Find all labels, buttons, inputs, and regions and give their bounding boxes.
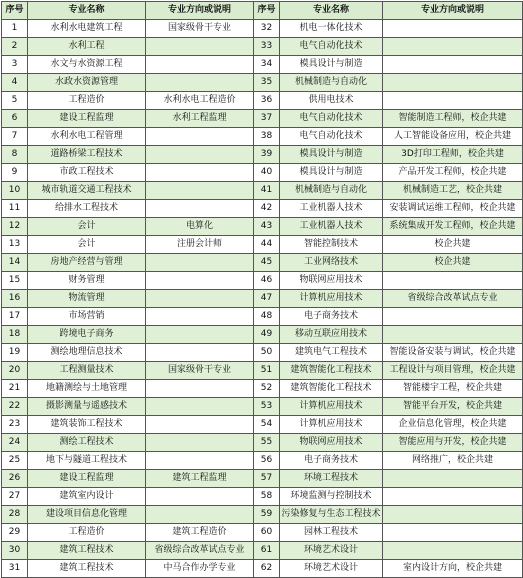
cell-index-left: 25 <box>2 452 28 470</box>
cell-note-right <box>383 272 523 290</box>
cell-note-right: 智能应用与开发，校企共建 <box>383 434 523 452</box>
cell-note-right: 校企共建 <box>383 236 523 254</box>
cell-major-left: 水利水电工程管理 <box>28 128 146 146</box>
cell-index-right: 61 <box>254 542 280 560</box>
cell-index-left: 13 <box>2 236 28 254</box>
cell-major-left: 水利水电建筑工程 <box>28 20 146 38</box>
cell-major-right: 模具设计与制造 <box>280 146 383 164</box>
cell-index-right: 32 <box>254 20 280 38</box>
cell-major-left: 跨境电子商务 <box>28 326 146 344</box>
header-note-left: 专业方向或说明 <box>146 2 254 20</box>
cell-note-right: 智能楼宇工程，校企共建 <box>383 380 523 398</box>
cell-index-right: 56 <box>254 452 280 470</box>
cell-major-right: 机械制造与自动化 <box>280 74 383 92</box>
table-row <box>2 344 523 362</box>
cell-major-left: 建筑室内设计 <box>28 488 146 506</box>
cell-major-right: 电气自动化技术 <box>280 110 383 128</box>
table-row <box>2 20 523 38</box>
cell-note-right <box>383 38 523 56</box>
cell-major-left: 地籍测绘与土地管理 <box>28 380 146 398</box>
cell-note-left <box>146 398 254 416</box>
cell-major-left: 房地产经营与管理 <box>28 254 146 272</box>
cell-major-left: 建筑工程技术 <box>28 542 146 560</box>
header-major-left: 专业名称 <box>28 2 146 20</box>
table-body <box>2 20 523 578</box>
cell-note-right <box>383 56 523 74</box>
cell-index-right: 46 <box>254 272 280 290</box>
cell-major-right: 供用电技术 <box>280 92 383 110</box>
cell-index-right: 50 <box>254 344 280 362</box>
cell-major-right: 工业机器人技术 <box>280 218 383 236</box>
cell-major-left: 建设工程监理 <box>28 470 146 488</box>
cell-index-left: 4 <box>2 74 28 92</box>
cell-index-right: 43 <box>254 218 280 236</box>
cell-major-left: 工程造价 <box>28 92 146 110</box>
cell-note-right: 校企共建 <box>383 254 523 272</box>
cell-major-left: 水政水资源管理 <box>28 74 146 92</box>
table-row <box>2 164 523 182</box>
cell-major-left: 建设工程监理 <box>28 110 146 128</box>
cell-note-right <box>383 506 523 524</box>
cell-index-right: 55 <box>254 434 280 452</box>
cell-note-right: 工程设计与项目管理，校企共建 <box>383 362 523 380</box>
cell-note-left: 国家级骨干专业 <box>146 20 254 38</box>
cell-note-left <box>146 182 254 200</box>
table-row <box>2 92 523 110</box>
cell-index-left: 8 <box>2 146 28 164</box>
table-row <box>2 524 523 542</box>
cell-major-left: 给排水工程技术 <box>28 200 146 218</box>
table-row <box>2 488 523 506</box>
cell-major-left: 会计 <box>28 218 146 236</box>
cell-note-left <box>146 326 254 344</box>
cell-index-left: 14 <box>2 254 28 272</box>
cell-major-left: 会计 <box>28 236 146 254</box>
table-row <box>2 128 523 146</box>
cell-note-left <box>146 380 254 398</box>
cell-index-left: 1 <box>2 20 28 38</box>
cell-note-left <box>146 416 254 434</box>
cell-note-left: 省级综合改革试点专业 <box>146 542 254 560</box>
cell-note-right: 产品开发工程师，校企共建 <box>383 164 523 182</box>
cell-major-right: 计算机应用技术 <box>280 290 383 308</box>
cell-major-left: 工程测量技术 <box>28 362 146 380</box>
cell-major-left: 工程造价 <box>28 524 146 542</box>
cell-major-right: 园林工程技术 <box>280 524 383 542</box>
cell-index-left: 15 <box>2 272 28 290</box>
cell-major-left: 建筑工程技术 <box>28 560 146 578</box>
cell-index-left: 26 <box>2 470 28 488</box>
cell-note-left <box>146 272 254 290</box>
cell-major-left: 市场营销 <box>28 308 146 326</box>
cell-note-left: 电算化 <box>146 218 254 236</box>
table-row <box>2 290 523 308</box>
cell-major-left: 测绘地理信息技术 <box>28 344 146 362</box>
cell-note-left <box>146 452 254 470</box>
cell-major-left: 地下与隧道工程技术 <box>28 452 146 470</box>
cell-note-right: 网络推广，校企共建 <box>383 452 523 470</box>
cell-major-right: 环境监测与控制技术 <box>280 488 383 506</box>
major-list-table <box>1 1 523 578</box>
table-row <box>2 110 523 128</box>
cell-index-right: 39 <box>254 146 280 164</box>
table-row <box>2 200 523 218</box>
table-row <box>2 452 523 470</box>
table-row <box>2 380 523 398</box>
table-row <box>2 308 523 326</box>
table-row <box>2 254 523 272</box>
cell-major-right: 模具设计与制造 <box>280 164 383 182</box>
cell-note-left <box>146 290 254 308</box>
cell-major-left: 建设项目信息化管理 <box>28 506 146 524</box>
cell-index-left: 2 <box>2 38 28 56</box>
cell-major-right: 环境艺术设计 <box>280 542 383 560</box>
cell-index-right: 48 <box>254 308 280 326</box>
cell-note-right <box>383 92 523 110</box>
table-row <box>2 146 523 164</box>
cell-index-right: 57 <box>254 470 280 488</box>
cell-note-right <box>383 308 523 326</box>
cell-major-right: 计算机应用技术 <box>280 416 383 434</box>
cell-note-right <box>383 74 523 92</box>
cell-index-left: 16 <box>2 290 28 308</box>
cell-index-right: 58 <box>254 488 280 506</box>
cell-note-right: 机械制造工艺，校企共建 <box>383 182 523 200</box>
cell-index-left: 22 <box>2 398 28 416</box>
cell-major-right: 环境艺术设计 <box>280 560 383 578</box>
cell-major-right: 移动互联应用技术 <box>280 326 383 344</box>
table-row <box>2 74 523 92</box>
cell-index-left: 6 <box>2 110 28 128</box>
cell-major-right: 电子商务技术 <box>280 452 383 470</box>
cell-index-right: 53 <box>254 398 280 416</box>
cell-index-left: 20 <box>2 362 28 380</box>
cell-note-left <box>146 38 254 56</box>
cell-note-right: 省级综合改革试点专业 <box>383 290 523 308</box>
cell-note-left <box>146 308 254 326</box>
cell-major-left: 财务管理 <box>28 272 146 290</box>
cell-index-left: 28 <box>2 506 28 524</box>
cell-note-right: 人工智能设备应用，校企共建 <box>383 128 523 146</box>
cell-major-right: 环境工程技术 <box>280 470 383 488</box>
cell-note-left: 国家级骨干专业 <box>146 362 254 380</box>
cell-index-left: 12 <box>2 218 28 236</box>
cell-major-left: 物流管理 <box>28 290 146 308</box>
table-row <box>2 434 523 452</box>
cell-index-left: 10 <box>2 182 28 200</box>
table-row <box>2 506 523 524</box>
cell-note-left <box>146 74 254 92</box>
cell-note-left <box>146 56 254 74</box>
cell-major-left: 市政工程技术 <box>28 164 146 182</box>
cell-note-right: 企业信息化管理，校企共建 <box>383 416 523 434</box>
cell-major-right: 工业机器人技术 <box>280 200 383 218</box>
cell-note-right <box>383 20 523 38</box>
header-index-left: 序号 <box>2 2 28 20</box>
table-row <box>2 56 523 74</box>
header-note-right: 专业方向或说明 <box>383 2 523 20</box>
table-row <box>2 218 523 236</box>
cell-index-right: 54 <box>254 416 280 434</box>
table-row <box>2 38 523 56</box>
cell-index-right: 49 <box>254 326 280 344</box>
cell-note-left: 水利工程监理 <box>146 110 254 128</box>
cell-note-right: 安装调试运维工程师，校企共建 <box>383 200 523 218</box>
cell-index-right: 44 <box>254 236 280 254</box>
cell-index-right: 59 <box>254 506 280 524</box>
table-row <box>2 560 523 578</box>
cell-major-right: 污染修复与生态工程技术 <box>280 506 383 524</box>
cell-index-right: 38 <box>254 128 280 146</box>
cell-major-right: 智能控制技术 <box>280 236 383 254</box>
cell-index-right: 41 <box>254 182 280 200</box>
cell-index-right: 60 <box>254 524 280 542</box>
cell-index-left: 3 <box>2 56 28 74</box>
header-major-right: 专业名称 <box>280 2 383 20</box>
cell-major-left: 建筑装饰工程技术 <box>28 416 146 434</box>
cell-index-right: 35 <box>254 74 280 92</box>
cell-index-right: 62 <box>254 560 280 578</box>
cell-note-left <box>146 164 254 182</box>
cell-index-left: 27 <box>2 488 28 506</box>
cell-note-right: 3D打印工程师，校企共建 <box>383 146 523 164</box>
table-row <box>2 470 523 488</box>
cell-note-left <box>146 434 254 452</box>
cell-major-right: 建筑电气工程技术 <box>280 344 383 362</box>
cell-major-left: 摄影测量与遥感技术 <box>28 398 146 416</box>
table-row <box>2 182 523 200</box>
cell-major-right: 机电一体化技术 <box>280 20 383 38</box>
table-row <box>2 416 523 434</box>
cell-major-right: 电气自动化技术 <box>280 128 383 146</box>
cell-index-left: 21 <box>2 380 28 398</box>
cell-major-right: 物联网应用技术 <box>280 272 383 290</box>
header-row <box>2 2 523 20</box>
cell-note-left <box>146 146 254 164</box>
cell-index-right: 42 <box>254 200 280 218</box>
cell-note-left <box>146 200 254 218</box>
cell-major-right: 计算机应用技术 <box>280 398 383 416</box>
cell-index-left: 11 <box>2 200 28 218</box>
cell-note-left <box>146 506 254 524</box>
cell-index-right: 40 <box>254 164 280 182</box>
table-header <box>2 2 523 20</box>
cell-note-left <box>146 344 254 362</box>
cell-index-left: 24 <box>2 434 28 452</box>
cell-major-left: 道路桥梁工程技术 <box>28 146 146 164</box>
cell-index-left: 19 <box>2 344 28 362</box>
cell-major-right: 模具设计与制造 <box>280 56 383 74</box>
cell-index-right: 47 <box>254 290 280 308</box>
cell-major-left: 水利工程 <box>28 38 146 56</box>
cell-index-left: 18 <box>2 326 28 344</box>
cell-major-right: 电子商务技术 <box>280 308 383 326</box>
cell-major-left: 水文与水资源工程 <box>28 56 146 74</box>
cell-index-right: 34 <box>254 56 280 74</box>
cell-note-right <box>383 542 523 560</box>
cell-note-left <box>146 254 254 272</box>
cell-major-right: 机械制造与自动化 <box>280 182 383 200</box>
cell-index-left: 9 <box>2 164 28 182</box>
cell-major-right: 建筑智能化工程技术 <box>280 380 383 398</box>
cell-note-right: 智能设备安装与调试，校企共建 <box>383 344 523 362</box>
cell-note-left: 中马合作办学专业 <box>146 560 254 578</box>
cell-index-left: 17 <box>2 308 28 326</box>
cell-note-left <box>146 128 254 146</box>
cell-major-right: 电气自动化技术 <box>280 38 383 56</box>
cell-index-right: 45 <box>254 254 280 272</box>
cell-index-right: 51 <box>254 362 280 380</box>
cell-major-right: 工业网络技术 <box>280 254 383 272</box>
table-row <box>2 398 523 416</box>
cell-note-left: 建筑工程造价 <box>146 524 254 542</box>
cell-index-left: 5 <box>2 92 28 110</box>
table-row <box>2 542 523 560</box>
cell-note-right <box>383 326 523 344</box>
cell-major-left: 测绘工程技术 <box>28 434 146 452</box>
cell-note-left <box>146 488 254 506</box>
cell-note-right <box>383 524 523 542</box>
cell-index-left: 31 <box>2 560 28 578</box>
cell-note-right <box>383 488 523 506</box>
table-row <box>2 326 523 344</box>
cell-index-right: 37 <box>254 110 280 128</box>
cell-major-left: 城市轨道交通工程技术 <box>28 182 146 200</box>
header-index-right: 序号 <box>254 2 280 20</box>
table-row <box>2 362 523 380</box>
cell-index-left: 23 <box>2 416 28 434</box>
major-list-table-container <box>1 1 522 578</box>
table-row <box>2 236 523 254</box>
cell-note-right: 系统集成开发工程师，校企共建 <box>383 218 523 236</box>
cell-note-right: 智能制造工程师，校企共建 <box>383 110 523 128</box>
cell-index-left: 29 <box>2 524 28 542</box>
cell-index-right: 52 <box>254 380 280 398</box>
cell-note-left: 水利水电工程造价 <box>146 92 254 110</box>
cell-note-left: 建筑工程监理 <box>146 470 254 488</box>
cell-note-right <box>383 470 523 488</box>
cell-index-right: 36 <box>254 92 280 110</box>
cell-index-left: 30 <box>2 542 28 560</box>
cell-index-right: 33 <box>254 38 280 56</box>
cell-index-left: 7 <box>2 128 28 146</box>
table-row <box>2 272 523 290</box>
cell-major-right: 物联网应用技术 <box>280 434 383 452</box>
cell-note-left: 注册会计师 <box>146 236 254 254</box>
cell-major-right: 建筑智能化工程技术 <box>280 362 383 380</box>
cell-note-right: 智能平台开发，校企共建 <box>383 398 523 416</box>
cell-note-right: 室内设计方向，校企共建 <box>383 560 523 578</box>
